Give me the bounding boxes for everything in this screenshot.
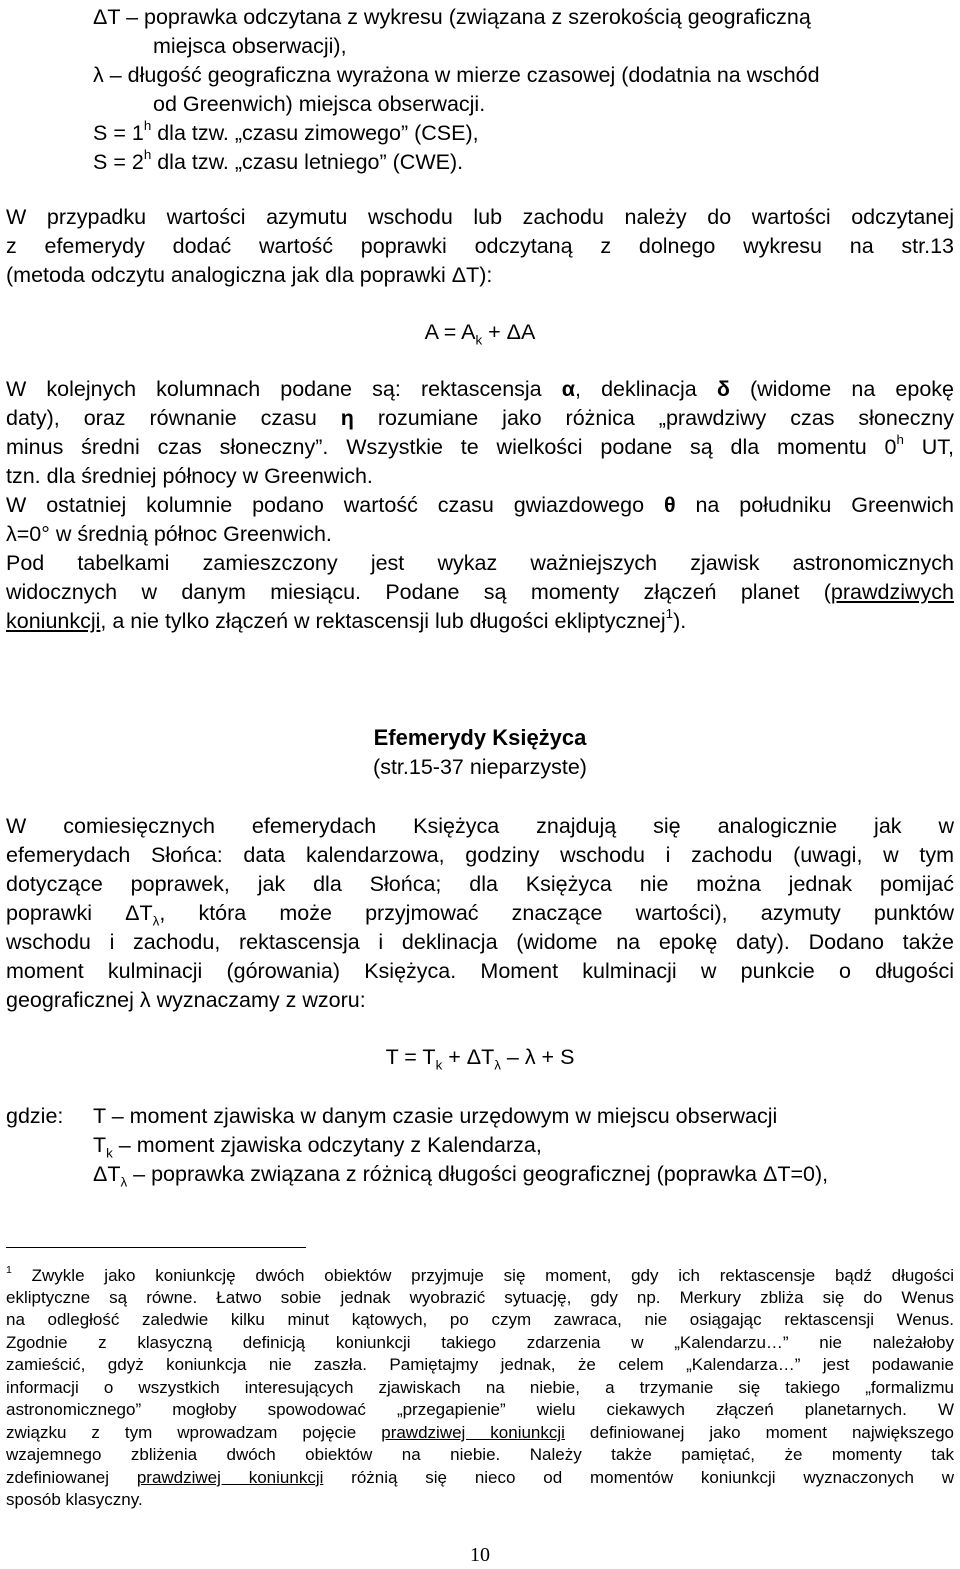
footnote-separator [6, 1247, 306, 1248]
section-subtitle: (str.15-37 nieparzyste) [373, 755, 587, 779]
columns-paragraph-line: minus średni czas słoneczny”. Wszystkie te wielkości podane są dla momentu 0$^h$ UT, [6, 431, 954, 459]
where-item: $\Delta T_\lambda$ – poprawka związana z różnicą długości geograficznej (poprawka ΔT=0), [93, 1162, 829, 1190]
phenomena-paragraph-line: koniunkcji, a nie tylko złączeń w rektascensji lub długości ekliptycznej$^1$). [6, 605, 687, 633]
where-item: T – moment zjawiska w danym czasie urzędowym w miejscu obserwacji [93, 1104, 778, 1128]
section-title: Efemerydy Księżyca [373, 725, 587, 750]
where-label: gdzie: [6, 1104, 64, 1128]
moon-paragraph-line: moment kulminacji (górowania) Księżyca. Moment kulminacji w punkcie o długości [6, 959, 954, 983]
footnote-line: na odległość zaledwie kilku minut kątowych, po czym zawraca, nie osiągając rektascensji Wenus. [6, 1310, 954, 1329]
moon-paragraph-line: poprawki $\Delta T_\lambda$, która może przyjmować znaczące wartości), azymuty punktów [6, 901, 955, 929]
lambda-definition-cont: od Greenwich) miejsca obserwacji. [153, 92, 486, 116]
s-summer-definition: $S = 2^h$ dla tzw. „czasu letniego” (CWE). [93, 146, 464, 174]
footnote-line: zamieścić, gdyż koniunkcja nie zaszła. Pamiętajmy jednak, że celem „Kalendarza…” jest podawanie [6, 1355, 954, 1374]
culmination-formula: $T = T_k + \Delta T_\lambda - \lambda + S$ [385, 1045, 575, 1073]
azimuth-paragraph-line: (metoda odczytu analogiczna jak dla poprawki ΔT): [6, 263, 493, 287]
footnote-line: zdefiniowanej prawdziwej koniunkcji różnią się nieco od momentów koniunkcji wyznaczonych w [6, 1468, 954, 1487]
sidereal-paragraph-line: W ostatniej kolumnie podano wartość czasu gwiazdowego θ na południku Greenwich [6, 493, 954, 517]
moon-paragraph-line: geograficznej λ wyznaczamy z wzoru: [6, 988, 366, 1012]
sidereal-paragraph-line: λ=0° w średnią północ Greenwich. [6, 522, 332, 546]
s-winter-definition: $S = 1^h$ dla tzw. „czasu zimowego” (CSE), [93, 117, 479, 145]
moon-paragraph-line: efemerydach Słońca: data kalendarzowa, godziny wschodu i zachodu (uwagi, w tym [6, 843, 954, 867]
footnote-line: astronomicznego” mogłoby spowodować „przegapienie” wielu ciekawych złączeń planetarnych. W [6, 1400, 954, 1419]
columns-paragraph-line: daty), oraz równanie czasu η rozumiane jako różnica „prawdziwy czas słoneczny [6, 406, 954, 430]
footnote-line: związku z tym wprowadzam pojęcie prawdziwej koniunkcji definiowanej jako moment największego [6, 1423, 955, 1442]
footnote-line: $^1$ Zwykle jako koniunkcję dwóch obiektów przyjmuje się moment, gdy ich rektascensje bądź długości [6, 1263, 954, 1285]
page-number: 10 [470, 1544, 490, 1566]
footnote-line: Zgodnie z klasyczną definicją koniunkcji takiego zdarzenia w „Kalendarzu…” nie należałoby [6, 1333, 954, 1352]
moon-paragraph-line: W comiesięcznych efemerydach Księżyca znajdują się analogicznie jak w [6, 814, 954, 838]
azimuth-paragraph-line: z efemerydy dodać wartość poprawki odczytaną z dolnego wykresu na str.13 [6, 234, 954, 258]
phenomena-paragraph-line: Pod tabelkami zamieszczony jest wykaz ważniejszych zjawisk astronomicznych [6, 551, 954, 575]
lambda-definition: λ – długość geograficzna wyrażona w mierze czasowej (dodatnia na wschód [93, 63, 820, 87]
footnote-line: ekliptyczne są równe. Łatwo sobie jednak wyobrazić sytuację, gdy np. Merkury zbliża się do Wenus [6, 1288, 954, 1307]
moon-paragraph-line: wschodu i zachodu, rektascensja i deklinacja (widome na epokę daty). Dodano także [6, 930, 954, 954]
columns-paragraph-line: tzn. dla średniej północy w Greenwich. [6, 464, 373, 488]
delta-t-definition: ΔT – poprawka odczytana z wykresu (związana z szerokością geograficzną [93, 5, 811, 29]
columns-paragraph-line: W kolejnych kolumnach podane są: rektascensja α, deklinacja δ (widome na epokę [6, 377, 954, 401]
footnote-line: informacji o wszystkich interesujących zjawiskach na niebie, a trzymanie się takiego „formalizmu [6, 1378, 954, 1397]
footnote-line: sposób klasyczny. [6, 1490, 143, 1509]
where-item: $T_k$ – moment zjawiska odczytany z Kalendarza, [93, 1133, 542, 1161]
azimuth-paragraph-line: W przypadku wartości azymutu wschodu lub zachodu należy do wartości odczytanej [6, 205, 954, 229]
footnote-line: wzajemnego zbliżenia dwóch obiektów na niebie. Należy także pamiętać, że momenty tak [6, 1445, 954, 1464]
phenomena-paragraph-line: widocznych w danym miesiącu. Podane są momenty złączeń planet (prawdziwych [6, 580, 954, 604]
azimuth-formula: $A = A_k + \Delta A$ [424, 320, 536, 348]
moon-paragraph-line: dotyczące poprawek, jak dla Słońca; dla Księżyca nie można jednak pomijać [6, 872, 954, 896]
delta-t-definition-cont: miejsca obserwacji), [153, 34, 347, 58]
